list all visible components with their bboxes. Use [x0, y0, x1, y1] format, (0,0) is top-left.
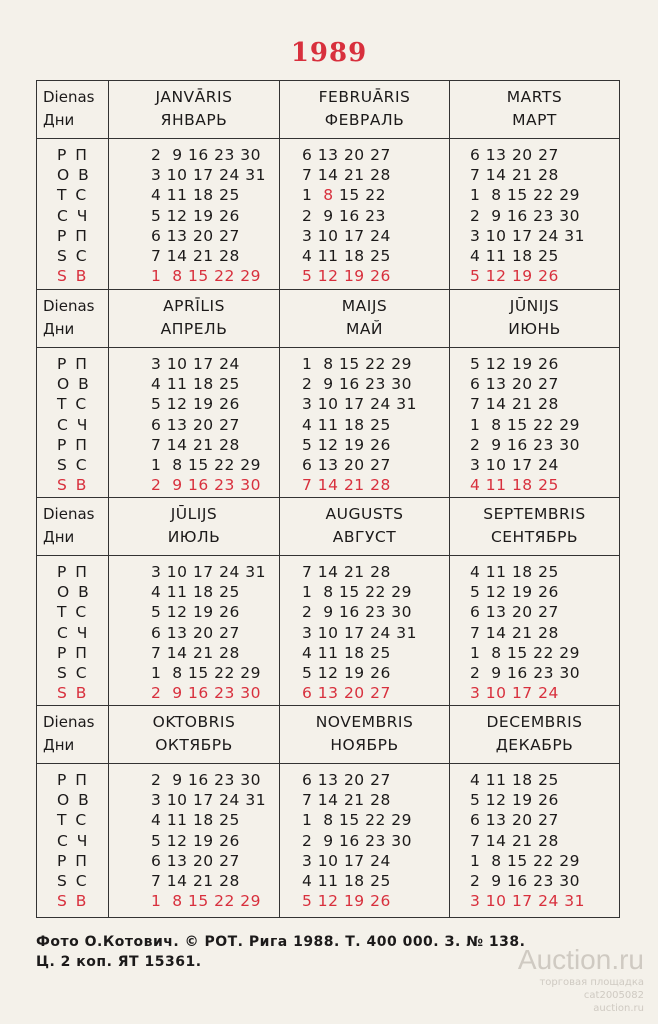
month-row-days: 7 14 21 28 — [470, 623, 559, 642]
quarter-2 — [37, 289, 619, 497]
month-header-cell — [280, 706, 450, 763]
month-row-days: 1 8 15 22 29 — [470, 415, 581, 434]
quarter-header — [37, 498, 619, 556]
day-name: Т С — [57, 186, 89, 205]
month-row-days: 1 8 15 22 29 — [151, 892, 262, 911]
imprint — [36, 932, 525, 972]
month-row-days: 7 14 21 28 — [151, 872, 240, 890]
month-row-days: 4 11 18 25 — [151, 583, 240, 602]
quarter-3 — [37, 497, 619, 705]
quarter-header — [37, 81, 619, 139]
week-row — [37, 852, 619, 872]
month-row-days: 6 13 20 27 — [151, 226, 240, 245]
month-row-days: 7 14 21 28 — [302, 166, 391, 185]
month-row-days: 4 11 18 25 — [302, 872, 391, 890]
month-name-lv: JANVĀRIS — [155, 88, 233, 106]
month-header-cell — [450, 498, 619, 555]
month-name-ru: НОЯБРЬ — [330, 736, 399, 754]
watermark-sub-1: торговая площадка — [539, 977, 644, 988]
day-header-ru: Дни — [43, 528, 75, 546]
month-name-lv: DECEMBRIS — [486, 713, 583, 731]
week-row — [37, 395, 619, 415]
month-header-cell — [450, 290, 619, 347]
week-row — [37, 583, 619, 603]
month-row-days: 2 9 16 23 30 — [302, 603, 413, 622]
day-name: Р П — [57, 435, 89, 454]
week-row — [37, 624, 619, 644]
holiday-day: 8 — [323, 186, 334, 205]
week-row — [37, 247, 619, 267]
month-row-days: 7 14 21 28 — [151, 435, 240, 454]
month-row-days: 5 12 19 26 — [302, 435, 391, 454]
month-name-ru: ИЮЛЬ — [167, 528, 221, 546]
month-row-days: 3 10 17 24 31 — [302, 623, 417, 642]
month-row-days: 3 10 17 24 31 — [302, 395, 417, 414]
month-row-days: 2 9 16 23 30 — [302, 375, 413, 394]
quarter-header — [37, 706, 619, 764]
day-header-ru: Дни — [43, 111, 75, 129]
month-row-days: 3 10 17 24 31 — [151, 791, 267, 810]
day-name: Т С — [57, 603, 89, 622]
month-name-ru: ИЮНЬ — [508, 320, 561, 338]
day-name: Р П — [57, 355, 89, 373]
month-name-lv: JŪNIJS — [509, 297, 560, 315]
week-row — [37, 375, 619, 395]
month-name-ru: МАЙ — [345, 320, 384, 338]
day-header-lv: Dienas — [43, 88, 95, 106]
quarter-body — [37, 764, 619, 917]
month-name-lv: SEPTEMBRIS — [483, 505, 586, 523]
month-row-days: 7 14 21 28 — [470, 166, 559, 185]
month-row-days: 1 8 15 22 29 — [470, 643, 581, 662]
month-row-days: 1 8 15 22 29 — [151, 456, 262, 474]
day-name: S C — [57, 456, 89, 474]
day-header-cell — [37, 498, 109, 555]
month-row-days: 2 9 16 23 30 — [470, 872, 581, 890]
month-row-days: 6 13 20 27 — [302, 684, 391, 703]
watermark — [518, 944, 644, 1015]
day-name: О В — [57, 583, 91, 602]
week-row — [37, 771, 619, 791]
day-header-lv: Dienas — [43, 297, 95, 315]
day-header-cell — [37, 81, 109, 138]
month-row-days: 6 13 20 27 — [151, 415, 240, 434]
month-name-ru: ОКТЯБРЬ — [155, 736, 233, 754]
month-name-ru: МАРТ — [512, 111, 557, 129]
day-name: О В — [57, 791, 91, 810]
month-header-cell — [109, 498, 280, 555]
month-name-lv: NOVEMBRIS — [315, 713, 414, 731]
week-row — [37, 436, 619, 456]
month-header-cell — [109, 290, 280, 347]
day-name: Т С — [57, 395, 89, 414]
month-row-days: 5 12 19 26 — [470, 355, 559, 373]
month-header-cell — [450, 706, 619, 763]
month-row-days: 5 12 19 26 — [151, 395, 240, 414]
month-row-days: 2 9 16 23 30 — [470, 435, 581, 454]
week-row — [37, 186, 619, 206]
month-name-ru: ДЕКАБРЬ — [495, 736, 574, 754]
month-row-days: 5 12 19 26 — [470, 267, 559, 286]
month-row-days: 5 12 19 26 — [470, 791, 559, 810]
month-row-days: 7 14 21 28 — [302, 791, 391, 810]
month-row-days: 6 13 20 27 — [302, 456, 391, 474]
month-name-ru: ФЕВРАЛЬ — [324, 111, 405, 129]
month-row-days: 3 10 17 24 — [470, 456, 559, 474]
day-header-cell — [37, 706, 109, 763]
month-name-ru: АПРЕЛЬ — [160, 320, 228, 338]
month-row-days: 5 12 19 26 — [151, 831, 240, 850]
month-row-days: 1 8 15 22 29 — [302, 355, 413, 373]
week-row — [37, 166, 619, 186]
day-header-cell — [37, 290, 109, 347]
quarter-body — [37, 556, 619, 706]
month-row-days: 2 9 16 23 30 — [470, 206, 581, 225]
month-name-ru: СЕНТЯБРЬ — [490, 528, 579, 546]
day-name: S B — [57, 267, 89, 286]
day-name: Р П — [57, 146, 89, 164]
month-row-days: 1 8 15 22 29 — [151, 664, 262, 682]
month-row-days: 6 13 20 27 — [470, 811, 559, 830]
month-row-days: 6 13 20 27 — [151, 851, 240, 870]
week-row — [37, 355, 619, 375]
day-name: Т С — [57, 811, 89, 830]
day-name: С Ч — [57, 831, 90, 850]
month-row-days: 1 8 15 22 29 — [151, 267, 262, 286]
day-name: S C — [57, 247, 89, 265]
day-name: S B — [57, 476, 89, 495]
day-name: Р П — [57, 771, 89, 789]
week-row — [37, 684, 619, 704]
month-row-days: 1 8 15 22 29 — [470, 851, 581, 870]
week-row — [37, 872, 619, 892]
month-name-lv: OKTOBRIS — [152, 713, 236, 731]
month-row-days: 4 11 18 25 — [151, 375, 240, 394]
month-name-ru: ЯНВАРЬ — [160, 111, 228, 129]
week-row — [37, 207, 619, 227]
month-row-days: 3 10 17 24 31 — [151, 563, 266, 581]
quarter-4 — [37, 705, 619, 916]
month-header-cell — [280, 498, 450, 555]
quarter-header — [37, 290, 619, 348]
week-row — [37, 664, 619, 684]
month-row-days: 1 8 15 22 29 — [302, 583, 413, 602]
month-row-days: 3 10 17 24 31 — [470, 226, 585, 245]
watermark-brand: Auction.ru — [517, 944, 644, 975]
month-row-days: 7 14 21 28 — [470, 395, 559, 414]
month-row-days: 1 8 15 22 — [302, 186, 386, 205]
month-row-days: 4 11 18 25 — [302, 247, 391, 265]
month-row-days: 2 9 16 23 30 — [470, 664, 581, 682]
month-name-lv: AUGUSTS — [325, 505, 404, 523]
week-row — [37, 146, 619, 166]
month-row-days: 7 14 21 28 — [151, 247, 240, 265]
month-row-days: 2 9 16 23 30 — [151, 684, 262, 703]
month-row-days: 6 13 20 27 — [470, 375, 559, 394]
month-header-cell — [450, 81, 619, 138]
day-name: Р П — [57, 851, 89, 870]
week-row — [37, 563, 619, 583]
week-row — [37, 267, 619, 287]
month-row-days: 1 8 15 22 29 — [302, 811, 413, 830]
month-row-days: 4 11 18 25 — [302, 415, 391, 434]
calendar-grid — [36, 80, 620, 918]
day-name: С Ч — [57, 415, 90, 434]
week-row — [37, 456, 619, 476]
day-name: S B — [57, 892, 89, 911]
month-name-lv: FEBRUĀRIS — [318, 88, 411, 106]
month-row-days: 3 10 17 24 31 — [151, 166, 266, 185]
month-row-days: 3 10 17 24 — [302, 851, 391, 870]
month-name-lv: JŪLIJS — [170, 505, 218, 523]
watermark-sub-2: cat2005082 — [583, 990, 644, 1001]
day-name: Р П — [57, 563, 89, 581]
month-name-ru: АВГУСТ — [332, 528, 397, 546]
month-row-days: 2 9 16 23 30 — [151, 476, 262, 495]
day-name: О В — [57, 375, 91, 394]
day-name: Р П — [57, 226, 89, 245]
month-header-cell — [280, 290, 450, 347]
day-name: S B — [57, 684, 89, 703]
month-row-days: 4 11 18 25 — [470, 563, 559, 581]
month-row-days: 6 13 20 27 — [470, 603, 559, 622]
week-row — [37, 644, 619, 664]
month-name-lv: MARTS — [506, 88, 563, 106]
week-row — [37, 892, 619, 912]
month-row-days: 6 13 20 27 — [302, 146, 391, 164]
month-row-days: 5 12 19 26 — [302, 664, 391, 682]
month-row-days: 3 10 17 24 — [151, 355, 240, 373]
day-name: О В — [57, 166, 91, 185]
day-name: С Ч — [57, 623, 90, 642]
month-row-days: 4 11 18 25 — [151, 186, 240, 205]
week-row — [37, 811, 619, 831]
month-row-days: 4 11 18 25 — [470, 476, 559, 495]
imprint-line-2: Ц. 2 коп. ЯТ 15361. — [36, 954, 202, 970]
week-row — [37, 416, 619, 436]
month-row-days: 2 9 16 23 30 — [151, 146, 262, 164]
month-row-days: 3 10 17 24 31 — [470, 892, 585, 911]
day-name: S C — [57, 872, 89, 890]
month-row-days: 4 11 18 25 — [151, 811, 240, 830]
month-row-days: 6 13 20 27 — [302, 771, 391, 789]
quarter-body — [37, 139, 619, 289]
month-row-days: 7 14 21 28 — [302, 476, 391, 495]
month-row-days: 7 14 21 28 — [470, 831, 559, 850]
month-row-days: 4 11 18 25 — [302, 643, 391, 662]
week-row — [37, 227, 619, 247]
quarter-body — [37, 348, 619, 498]
month-row-days: 5 12 19 26 — [302, 267, 391, 286]
week-row — [37, 791, 619, 811]
month-row-days: 6 13 20 27 — [151, 623, 240, 642]
month-row-days: 1 8 15 22 29 — [470, 186, 581, 205]
month-row-days: 4 11 18 25 — [470, 247, 559, 265]
month-row-days: 7 14 21 28 — [151, 643, 240, 662]
month-header-cell — [280, 81, 450, 138]
day-name: С Ч — [57, 206, 90, 225]
month-row-days: 7 14 21 28 — [302, 563, 391, 581]
month-row-days: 5 12 19 26 — [151, 206, 240, 225]
calendar-year: 1989 — [290, 38, 368, 68]
month-row-days: 5 12 19 26 — [302, 892, 391, 911]
month-row-days: 5 12 19 26 — [151, 603, 240, 622]
month-name-lv: MAIJS — [341, 297, 388, 315]
imprint-line-1: Фото О.Котович. © РОТ. Рига 1988. Т. 400 000. З. № 138. — [36, 934, 526, 950]
month-row-days: 3 10 17 24 — [302, 226, 391, 245]
month-row-days: 6 13 20 27 — [470, 146, 559, 164]
day-header-ru: Дни — [43, 736, 75, 754]
month-row-days: 4 11 18 25 — [470, 771, 559, 789]
month-row-days: 2 9 16 23 30 — [151, 771, 262, 789]
quarter-1 — [37, 81, 619, 289]
month-header-cell — [109, 81, 280, 138]
day-name: S C — [57, 664, 89, 682]
day-name: Р П — [57, 643, 89, 662]
month-row-days: 5 12 19 26 — [470, 583, 559, 602]
watermark-sub-3: auction.ru — [593, 1003, 644, 1014]
month-header-cell — [109, 706, 280, 763]
week-row — [37, 476, 619, 496]
day-header-lv: Dienas — [43, 505, 95, 523]
day-header-ru: Дни — [43, 320, 75, 338]
month-row-days: 2 9 16 23 — [302, 206, 386, 225]
month-row-days: 3 10 17 24 — [470, 684, 559, 703]
month-row-days: 2 9 16 23 30 — [302, 831, 413, 850]
week-row — [37, 832, 619, 852]
week-row — [37, 603, 619, 623]
month-name-lv: APRĪLIS — [163, 297, 225, 315]
day-header-lv: Dienas — [43, 713, 95, 731]
